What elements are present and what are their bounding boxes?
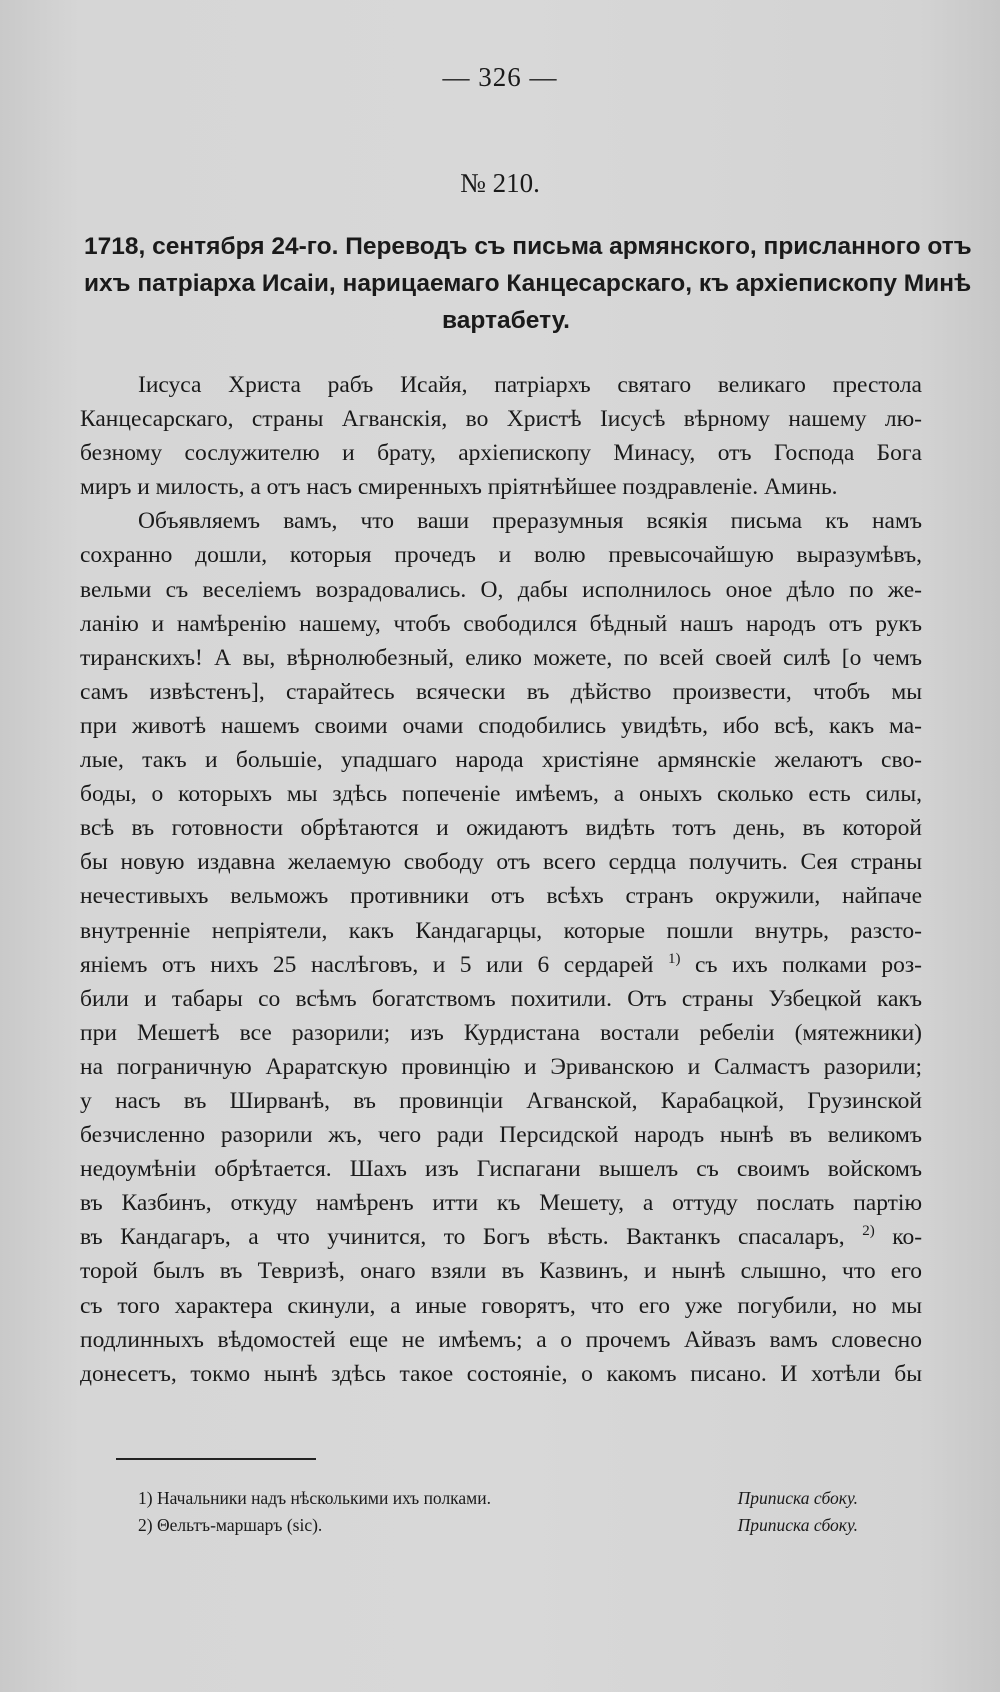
letter-body xyxy=(80,368,922,1391)
body-line: ланію и намѣренію нашему, чтобъ свободился бѣдный нашъ народъ отъ рукъ xyxy=(80,610,922,637)
footnote-text: 1) Начальники надъ нѣсколькими ихъ полками. xyxy=(138,1488,491,1508)
body-line: лые, такъ и большіе, упадшаго народа христіяне армянскіе желаютъ сво- xyxy=(80,747,922,774)
footnote-marker: 2) xyxy=(862,1223,875,1240)
body-line-text: ко- xyxy=(892,1224,922,1251)
body-line-with-footnote xyxy=(80,948,922,982)
body-line: боды, о которыхъ мы здѣсь попеченіе имѣемъ, а оныхъ сколько есть силы, xyxy=(80,781,922,808)
footnote-text: 2) Θельтъ-маршаръ (sic). xyxy=(138,1515,323,1535)
footnote-row xyxy=(138,1485,898,1512)
body-line: внутренніе непріятели, какъ Кандагарцы, которые пошли внутрь, разсто- xyxy=(80,917,922,944)
heading-line-3: вартабету. xyxy=(442,307,570,334)
body-line: бы новую издавна желаемую свободу отъ всего сердца получить. Сея страны xyxy=(80,849,922,876)
body-line: всѣ въ готовности обрѣтаются и ожидаютъ видѣть тотъ день, въ которой xyxy=(80,815,922,842)
body-line: при животѣ нашемъ своими очами сподобились увидѣть, ибо всѣ, какъ ма- xyxy=(80,712,922,739)
body-line: нечестивыхъ вельможъ противники отъ всѣхъ странъ окружили, найпаче xyxy=(80,883,922,910)
body-line: въ Казбинъ, откуду намѣренъ итти къ Мешету, а оттуду послать партію xyxy=(80,1190,922,1217)
body-line: у насъ въ Ширванѣ, въ провинціи Агванской, Карабацкой, Грузинской xyxy=(80,1087,922,1114)
body-line: самъ извѣстенъ], старайтесь всячески въ дѣйство произвести, чтобъ мы xyxy=(80,678,922,705)
heading-line-1: 1718, сентября 24-го. Переводъ съ письма армянского, присланного отъ xyxy=(84,233,972,260)
body-line: тиранскихъ! А вы, вѣрнолюбезный, елико можете, по всей своей силѣ [о чемъ xyxy=(80,644,922,671)
body-line-text: въ Кандагаръ, а что учинится, то Богъ вѣсть. Вактанкъ спасаларъ, xyxy=(80,1224,845,1251)
body-line-with-footnote xyxy=(80,1220,922,1254)
body-line: Іисуса Христа рабъ Исайя, патріархъ святаго великаго престола xyxy=(138,372,922,398)
body-line: съ того характера скинули, а иные говорятъ, что его уже погубили, но мы xyxy=(80,1292,922,1319)
footnote-row xyxy=(138,1512,898,1539)
body-line: торой былъ въ Тевризѣ, онаго взяли въ Казвинъ, и нынѣ слышно, что его xyxy=(80,1258,922,1285)
footnote-divider xyxy=(116,1458,316,1460)
body-line: били и табары со всѣмъ богатствомъ похитили. Отъ страны Узбецкой какъ xyxy=(80,985,922,1012)
body-line-text: съ ихъ полками роз- xyxy=(695,951,922,978)
body-line: Канцесарскаго, страны Агванскія, во Христѣ Іисусѣ вѣрному нашему лю- xyxy=(80,406,922,433)
footnote-side-note: Приписка сбоку. xyxy=(737,1488,858,1508)
body-line: Объявляемъ вамъ, что ваши преразумныя всякія письма къ намъ xyxy=(138,508,922,535)
heading-line-2: ихъ патріарха Исаіи, нарицаемаго Канцесарскаго, къ архіепископу Минѣ xyxy=(84,270,972,297)
body-line: сохранно дошли, которыя прочедъ и волю превысочайшую выразумѣвъ, xyxy=(80,542,922,569)
body-line: недоумѣніи обрѣтается. Шахъ изъ Гиспагани вышелъ съ своимъ войскомъ xyxy=(80,1156,922,1183)
body-line: вельми съ веселіемъ возрадовались. О, дабы исполнилось оное дѣло по же- xyxy=(80,576,922,603)
page-number: — 326 — xyxy=(442,62,558,92)
body-line: донесетъ, токмо нынѣ здѣсь такое состояніе, о какомъ писано. И хотѣли бы xyxy=(80,1360,922,1387)
body-line: безчисленно разорили жъ, чего ради Персидской народъ нынѣ въ великомъ xyxy=(80,1122,922,1149)
body-line: миръ и милость, а отъ насъ смиренныхъ пріятнѣйшее поздравленіе. Аминь. xyxy=(80,474,838,501)
body-line: при Мешетѣ все разорили; изъ Курдистана востали ребеліи (мятежники) xyxy=(80,1019,922,1046)
body-line-text: яніемъ отъ нихъ 25 наслѣговъ, и 5 или 6 сердарей xyxy=(80,951,654,978)
document-number: № 210. xyxy=(460,168,540,198)
footnotes xyxy=(138,1485,898,1539)
footnote-marker: 1) xyxy=(667,950,681,967)
body-line: подлинныхъ вѣдомостей еще не имѣемъ; а о прочемъ Айвазъ вамъ словесно xyxy=(80,1326,922,1353)
body-line: безному сослужителю и брату, архіепископу Минасу, отъ Господа Бога xyxy=(80,440,922,467)
body-line: на пограничную Араратскую провинцію и Эриванскою и Салмастъ разорили; xyxy=(80,1053,922,1080)
document-heading xyxy=(84,228,972,339)
footnote-side-note: Приписка сбоку. xyxy=(737,1515,858,1535)
